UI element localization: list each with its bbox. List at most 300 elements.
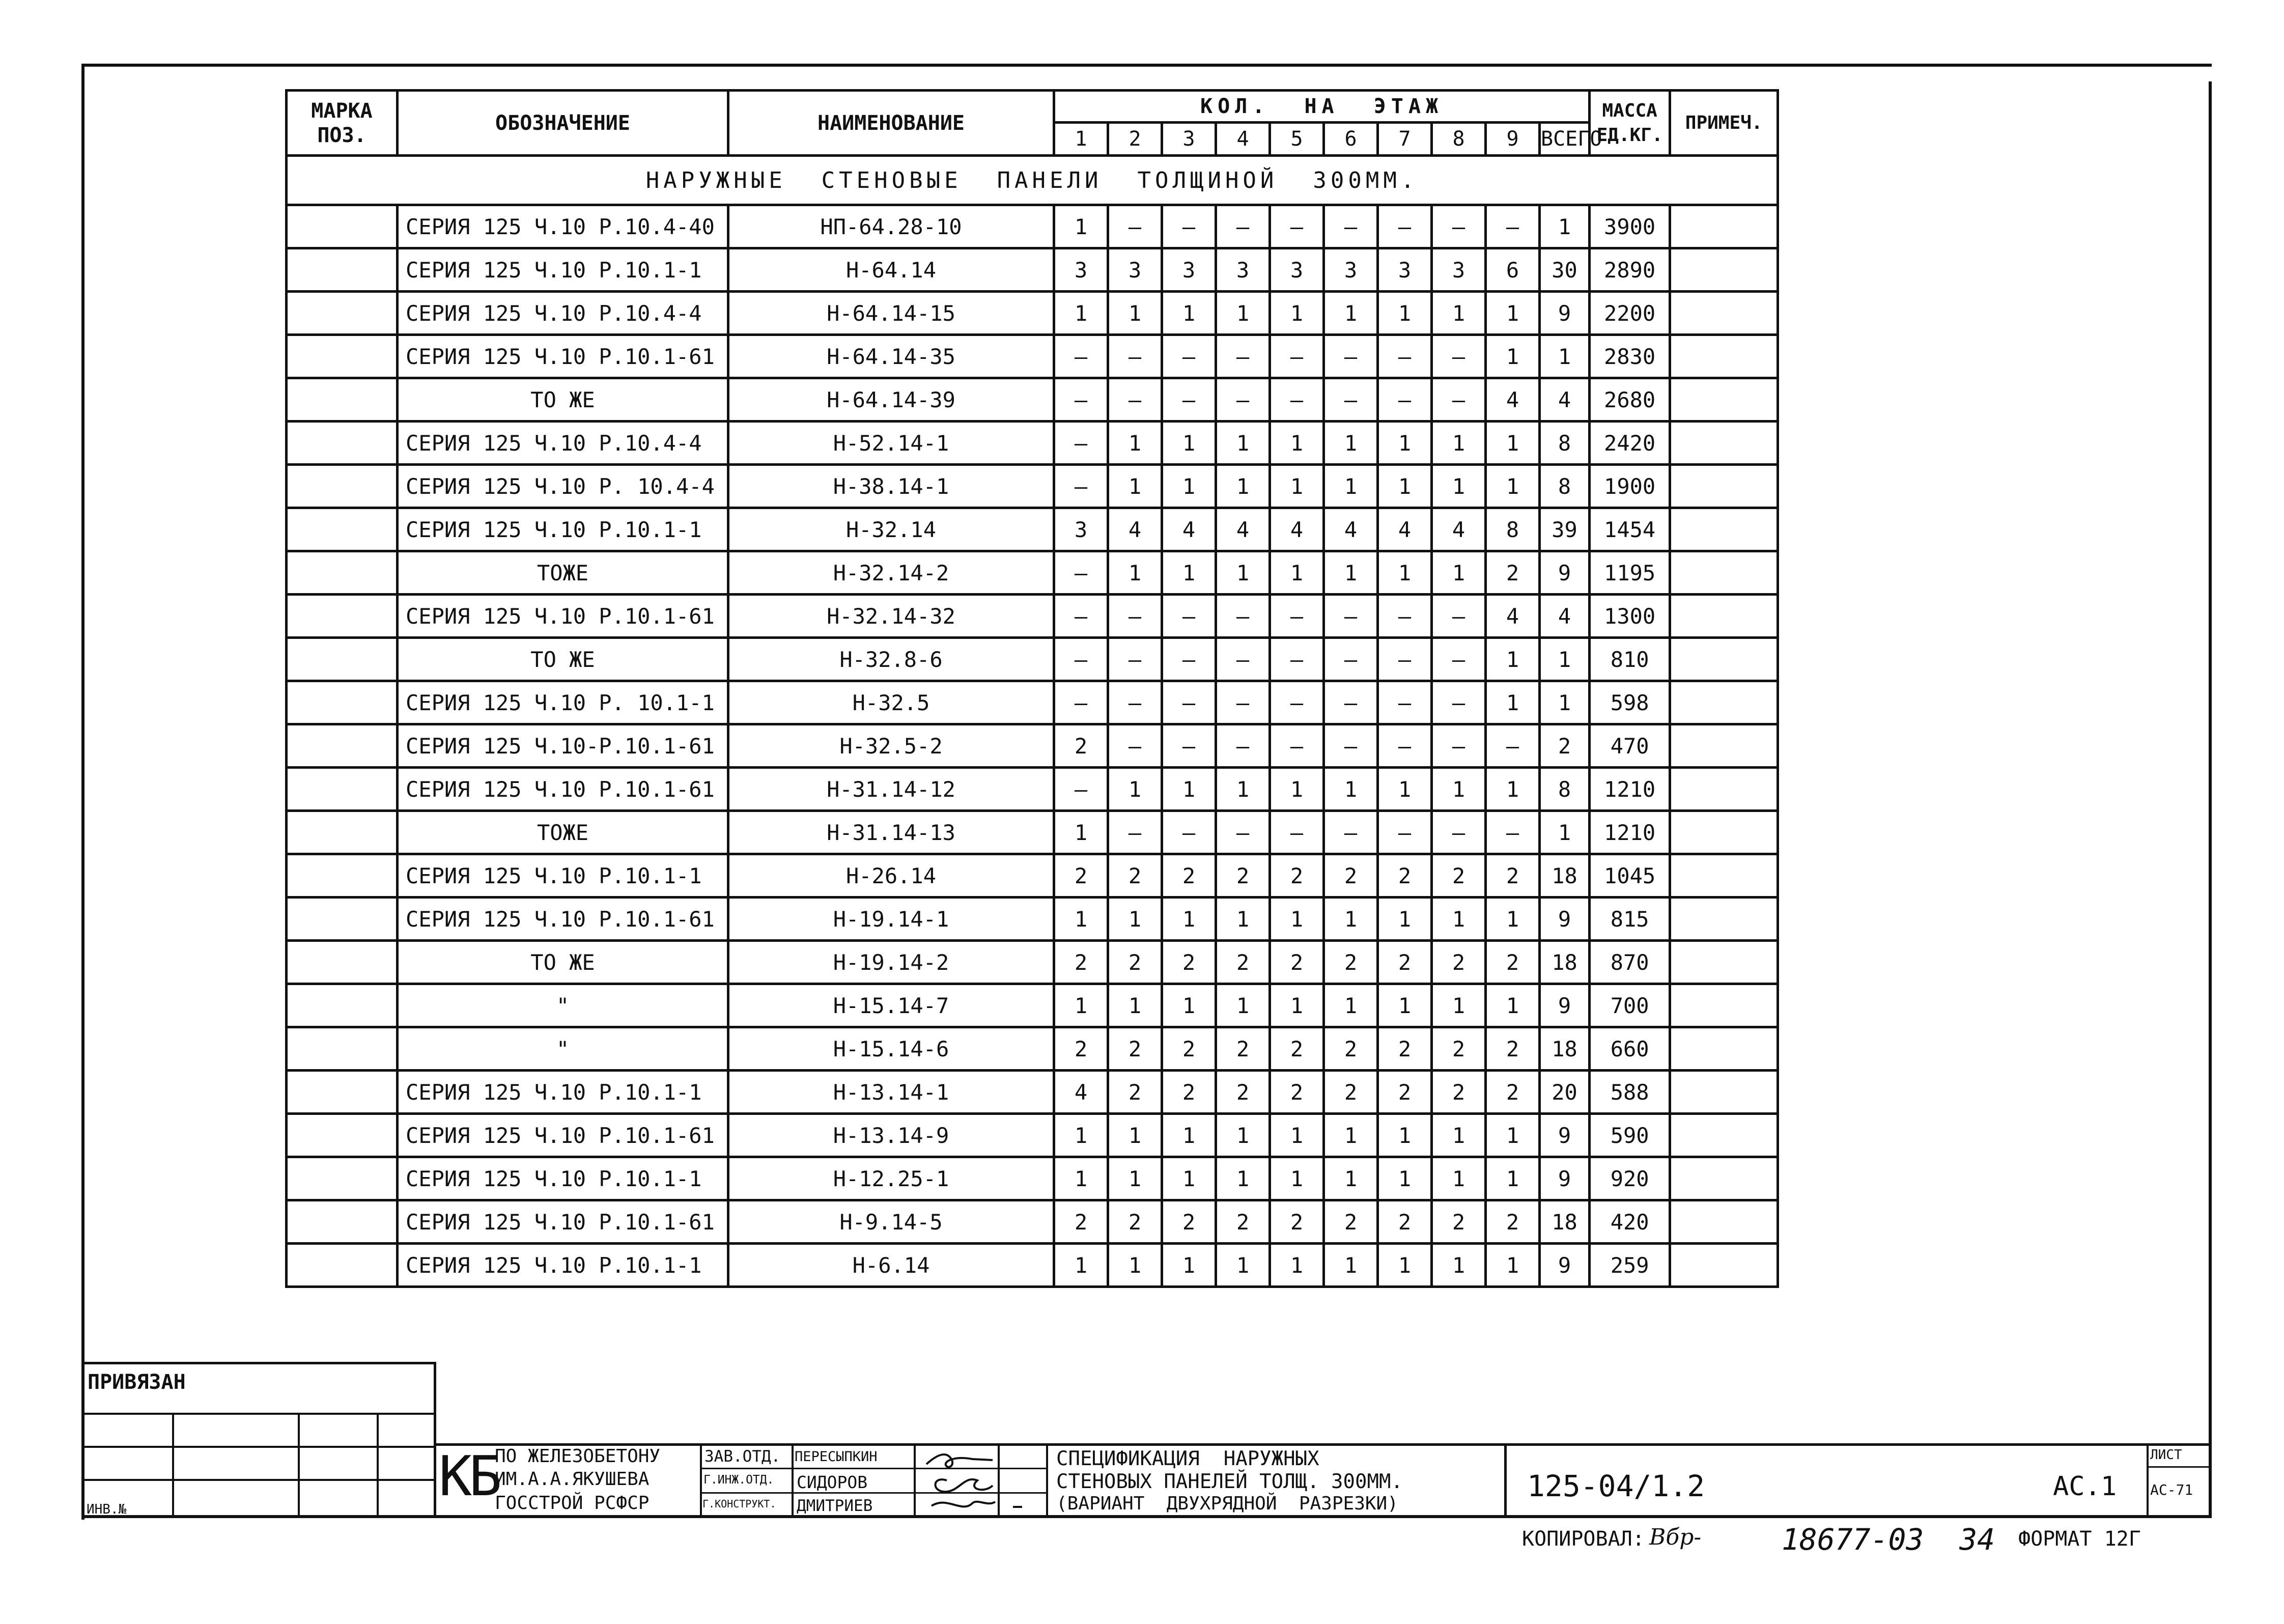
floor-qty-cell: 4	[1270, 508, 1324, 551]
floor-qty-cell: 2	[1108, 941, 1162, 984]
floor-qty-cell: 4	[1054, 1071, 1108, 1114]
mass-cell: 2200	[1590, 292, 1670, 335]
floor-qty-cell: —	[1378, 681, 1432, 724]
floor-qty-cell: —	[1108, 724, 1162, 768]
note-cell	[1670, 941, 1778, 984]
designation-cell: СЕРИЯ 125 Ч.10 Р.10.1-1	[398, 1244, 728, 1287]
floor-qty-cell: 2	[1486, 941, 1540, 984]
table-row	[287, 681, 1778, 724]
floor-qty-cell: 1	[1216, 422, 1270, 465]
floor-qty-cell: 4	[1378, 508, 1432, 551]
floor-qty-cell: 2	[1162, 1071, 1216, 1114]
floor-qty-cell: 2	[1108, 1027, 1162, 1071]
designation-cell: "	[398, 1027, 728, 1071]
header-floor: 2	[1108, 123, 1162, 156]
floor-qty-cell: 2	[1324, 1027, 1378, 1071]
floor-qty-cell: 2	[1216, 854, 1270, 898]
floor-qty-cell: 2	[1324, 941, 1378, 984]
name-cell: НП-64.28-10	[728, 205, 1054, 248]
total-cell: 9	[1540, 898, 1590, 941]
designation-cell: СЕРИЯ 125 Ч.10 Р.10.1-1	[398, 248, 728, 292]
floor-qty-cell: 2	[1108, 854, 1162, 898]
mass-cell: 598	[1590, 681, 1670, 724]
floor-qty-cell: 4	[1486, 378, 1540, 422]
mass-cell: 1195	[1590, 551, 1670, 595]
table-row	[287, 638, 1778, 681]
note-cell	[1670, 378, 1778, 422]
floor-qty-cell: 1	[1378, 768, 1432, 811]
role-head-of-dept: ЗАВ.ОТД.	[704, 1447, 781, 1466]
mark-cell	[287, 508, 398, 551]
name-cell: Н-32.14	[728, 508, 1054, 551]
floor-qty-cell: —	[1270, 638, 1324, 681]
total-cell: 1	[1540, 205, 1590, 248]
floor-qty-cell: 3	[1324, 248, 1378, 292]
floor-qty-cell: 1	[1216, 1114, 1270, 1157]
floor-qty-cell: —	[1162, 811, 1216, 854]
note-cell	[1670, 681, 1778, 724]
mark-cell	[287, 1244, 398, 1287]
sheet-label: ЛИСТ	[2150, 1447, 2182, 1463]
floor-qty-cell: 2	[1378, 1200, 1432, 1244]
designation-cell: СЕРИЯ 125 Ч.10 Р. 10.1-1	[398, 681, 728, 724]
total-cell: 9	[1540, 984, 1590, 1027]
note-cell	[1670, 508, 1778, 551]
mark-cell	[287, 378, 398, 422]
mass-cell: 1900	[1590, 465, 1670, 508]
name-cell: Н-32.14-32	[728, 595, 1054, 638]
floor-qty-cell: —	[1324, 378, 1378, 422]
floor-qty-cell: 2	[1216, 941, 1270, 984]
floor-qty-cell: 1	[1432, 551, 1486, 595]
floor-qty-cell: —	[1270, 811, 1324, 854]
table-row	[287, 508, 1778, 551]
mark-cell	[287, 898, 398, 941]
table-row	[287, 1071, 1778, 1114]
floor-qty-cell: 1	[1162, 292, 1216, 335]
floor-qty-cell: 1	[1108, 465, 1162, 508]
floor-qty-cell: —	[1216, 378, 1270, 422]
mark-cell	[287, 941, 398, 984]
floor-qty-cell: 1	[1324, 465, 1378, 508]
floor-qty-cell: 1	[1378, 465, 1432, 508]
mass-cell: 870	[1590, 941, 1670, 984]
note-cell	[1670, 248, 1778, 292]
floor-qty-cell: 1	[1378, 1114, 1432, 1157]
floor-qty-cell: —	[1108, 378, 1162, 422]
floor-qty-cell: —	[1324, 335, 1378, 378]
mark-cell	[287, 768, 398, 811]
mark-cell	[287, 854, 398, 898]
floor-qty-cell: —	[1432, 335, 1486, 378]
designation-cell: СЕРИЯ 125 Ч.10 Р.10.1-61	[398, 898, 728, 941]
floor-qty-cell: 2	[1270, 1071, 1324, 1114]
floor-qty-cell: 2	[1270, 1200, 1324, 1244]
floor-qty-cell: —	[1324, 205, 1378, 248]
mass-cell: 1454	[1590, 508, 1670, 551]
floor-qty-cell: 1	[1432, 768, 1486, 811]
mark-cell	[287, 984, 398, 1027]
role-chief-designer: Г.КОНСТРУКТ.	[702, 1498, 776, 1510]
floor-qty-cell: 2	[1486, 1071, 1540, 1114]
floor-qty-cell: 1	[1324, 1114, 1378, 1157]
mass-cell: 2680	[1590, 378, 1670, 422]
designation-cell: СЕРИЯ 125 Ч.10 Р. 10.4-4	[398, 465, 728, 508]
designation-cell: ТО ЖЕ	[398, 378, 728, 422]
designation-cell: СЕРИЯ 125 Ч.10 Р.10.1-61	[398, 1200, 728, 1244]
header-mass: МАССА ЕД.КГ.	[1590, 91, 1670, 156]
total-cell: 8	[1540, 422, 1590, 465]
floor-qty-cell: —	[1054, 378, 1108, 422]
floor-qty-cell: 2	[1216, 1200, 1270, 1244]
mark-cell	[287, 681, 398, 724]
floor-qty-cell: —	[1054, 595, 1108, 638]
floor-qty-cell: 1	[1162, 1157, 1216, 1200]
floor-qty-cell: 1	[1108, 768, 1162, 811]
floor-qty-cell: 1	[1216, 898, 1270, 941]
floor-qty-cell: 1	[1378, 292, 1432, 335]
archive-number: 18677-03 34	[1782, 1522, 1995, 1557]
floor-qty-cell: 1	[1108, 984, 1162, 1027]
floor-qty-cell: 1	[1324, 768, 1378, 811]
header-row	[287, 91, 1778, 123]
table-row	[287, 1114, 1778, 1157]
designation-cell: ТО ЖЕ	[398, 941, 728, 984]
floor-qty-cell: 1	[1270, 1244, 1324, 1287]
floor-qty-cell: 3	[1054, 248, 1108, 292]
header-mark: МАРКА ПОЗ.	[287, 91, 398, 156]
floor-qty-cell: 1	[1324, 551, 1378, 595]
floor-qty-cell: 1	[1270, 422, 1324, 465]
floor-qty-cell: 1	[1432, 465, 1486, 508]
designation-cell: СЕРИЯ 125 Ч.10 Р.10.1-1	[398, 854, 728, 898]
floor-qty-cell: 1	[1108, 1114, 1162, 1157]
floor-qty-cell: 1	[1054, 205, 1108, 248]
mass-cell: 1300	[1590, 595, 1670, 638]
floor-qty-cell: —	[1432, 205, 1486, 248]
floor-qty-cell: 4	[1108, 508, 1162, 551]
name-cell: Н-64.14-15	[728, 292, 1054, 335]
floor-qty-cell: —	[1108, 205, 1162, 248]
floor-qty-cell: 2	[1108, 1071, 1162, 1114]
designation-cell: СЕРИЯ 125 Ч.10 Р.10.1-61	[398, 1114, 728, 1157]
floor-qty-cell: 2	[1378, 1027, 1432, 1071]
designation-cell: СЕРИЯ 125 Ч.10 Р.10.4-4	[398, 292, 728, 335]
section-title: НАРУЖНЫЕ СТЕНОВЫЕ ПАНЕЛИ ТОЛЩИНОЙ 300ММ.	[287, 156, 1778, 205]
floor-qty-cell: 1	[1486, 898, 1540, 941]
table-row	[287, 898, 1778, 941]
specification-table	[285, 89, 1779, 1288]
total-cell: 4	[1540, 378, 1590, 422]
floor-qty-cell: —	[1054, 551, 1108, 595]
header-floor: 8	[1432, 123, 1486, 156]
floor-qty-cell: —	[1432, 724, 1486, 768]
floor-qty-cell: 4	[1432, 508, 1486, 551]
floor-qty-cell: 1	[1324, 422, 1378, 465]
header-floor: 5	[1270, 123, 1324, 156]
floor-qty-cell: —	[1108, 638, 1162, 681]
floor-qty-cell: 2	[1216, 1027, 1270, 1071]
mark-cell	[287, 205, 398, 248]
name-cell: Н-26.14	[728, 854, 1054, 898]
floor-qty-cell: —	[1054, 422, 1108, 465]
floor-qty-cell: 2	[1054, 854, 1108, 898]
floor-qty-cell: 1	[1162, 768, 1216, 811]
copied-by-signature: Вбр-	[1649, 1524, 1702, 1550]
signatures-image	[916, 1445, 1000, 1516]
designation-cell: СЕРИЯ 125 Ч.10 Р.10.1-61	[398, 335, 728, 378]
floor-qty-cell: 1	[1270, 1157, 1324, 1200]
floor-qty-cell: 4	[1324, 508, 1378, 551]
mark-cell	[287, 638, 398, 681]
sheet-title-line-2: СТЕНОВЫХ ПАНЕЛЕЙ ТОЛЩ. 300ММ.	[1056, 1470, 1403, 1493]
floor-qty-cell: —	[1054, 638, 1108, 681]
mass-cell: 1210	[1590, 811, 1670, 854]
mark-cell	[287, 551, 398, 595]
floor-qty-cell: 1	[1486, 638, 1540, 681]
mass-cell: 3900	[1590, 205, 1670, 248]
name-cell: Н-64.14	[728, 248, 1054, 292]
floor-qty-cell: 1	[1270, 465, 1324, 508]
floor-qty-cell: 2	[1108, 1200, 1162, 1244]
floor-qty-cell: 1	[1486, 681, 1540, 724]
floor-qty-cell: —	[1162, 638, 1216, 681]
floor-qty-cell: —	[1270, 378, 1324, 422]
floor-qty-cell: 1	[1378, 898, 1432, 941]
name-cell: Н-32.8-6	[728, 638, 1054, 681]
org-line-1: ПО ЖЕЛЕЗОБЕТОНУ	[495, 1446, 661, 1467]
floor-qty-cell: 1	[1270, 292, 1324, 335]
floor-qty-cell: 6	[1486, 248, 1540, 292]
floor-qty-cell: —	[1216, 205, 1270, 248]
name-cell: Н-6.14	[728, 1244, 1054, 1287]
floor-qty-cell: 2	[1378, 854, 1432, 898]
floor-qty-cell: —	[1108, 595, 1162, 638]
designation-cell: СЕРИЯ 125 Ч.10 Р.10.4-40	[398, 205, 728, 248]
floor-qty-cell: 1	[1162, 465, 1216, 508]
note-cell	[1670, 595, 1778, 638]
floor-qty-cell: 1	[1216, 465, 1270, 508]
name-cell: Н-31.14-13	[728, 811, 1054, 854]
privyazan-label: ПРИВЯЗАН	[88, 1370, 186, 1394]
floor-qty-cell: —	[1162, 335, 1216, 378]
name-chief-engineer: СИДОРОВ	[797, 1472, 868, 1492]
table-row	[287, 378, 1778, 422]
floor-qty-cell: 1	[1054, 1114, 1108, 1157]
floor-qty-cell: —	[1270, 205, 1324, 248]
designation-cell: "	[398, 984, 728, 1027]
floor-qty-cell: —	[1378, 595, 1432, 638]
total-cell: 1	[1540, 335, 1590, 378]
floor-qty-cell: —	[1432, 595, 1486, 638]
table-row	[287, 768, 1778, 811]
note-cell	[1670, 984, 1778, 1027]
name-cell: Н-32.5	[728, 681, 1054, 724]
floor-qty-cell: 1	[1270, 1114, 1324, 1157]
name-chief-designer: ДМИТРИЕВ	[797, 1497, 873, 1515]
floor-qty-cell: 1	[1216, 1244, 1270, 1287]
floor-qty-cell: —	[1486, 724, 1540, 768]
mass-cell: 590	[1590, 1114, 1670, 1157]
total-cell: 18	[1540, 941, 1590, 984]
floor-qty-cell: 2	[1486, 854, 1540, 898]
floor-qty-cell: 2	[1054, 941, 1108, 984]
total-cell: 9	[1540, 1244, 1590, 1287]
floor-qty-cell: 2	[1378, 941, 1432, 984]
floor-qty-cell: 1	[1486, 465, 1540, 508]
floor-qty-cell: 1	[1486, 1157, 1540, 1200]
name-cell: Н-31.14-12	[728, 768, 1054, 811]
total-cell: 2	[1540, 724, 1590, 768]
floor-qty-cell: 1	[1270, 551, 1324, 595]
total-cell: 9	[1540, 1114, 1590, 1157]
floor-qty-cell: 3	[1378, 248, 1432, 292]
designation-cell: ТОЖЕ	[398, 551, 728, 595]
name-cell: Н-52.14-1	[728, 422, 1054, 465]
floor-qty-cell: 1	[1378, 551, 1432, 595]
role-chief-engineer: Г.ИНЖ.ОТД.	[703, 1473, 774, 1487]
name-cell: Н-12.25-1	[728, 1157, 1054, 1200]
floor-qty-cell: 1	[1432, 1114, 1486, 1157]
floor-qty-cell: —	[1378, 205, 1432, 248]
floor-qty-cell: 1	[1324, 1157, 1378, 1200]
header-qty-per-floor: КОЛ. НА ЭТАЖ	[1054, 91, 1590, 123]
floor-qty-cell: 1	[1432, 422, 1486, 465]
sheet-number: АС-71	[2150, 1481, 2193, 1498]
total-cell: 9	[1540, 1157, 1590, 1200]
floor-qty-cell: —	[1270, 595, 1324, 638]
note-cell	[1670, 768, 1778, 811]
header-floor: 4	[1216, 123, 1270, 156]
floor-qty-cell: 1	[1054, 984, 1108, 1027]
mark-cell	[287, 811, 398, 854]
floor-qty-cell: 1	[1432, 984, 1486, 1027]
floor-qty-cell: 2	[1054, 724, 1108, 768]
total-cell: 18	[1540, 1200, 1590, 1244]
note-cell	[1670, 335, 1778, 378]
header-name: НАИМЕНОВАНИЕ	[728, 91, 1054, 156]
floor-qty-cell: 1	[1324, 292, 1378, 335]
floor-qty-cell: 1	[1432, 1244, 1486, 1287]
floor-qty-cell: 1	[1324, 1244, 1378, 1287]
floor-qty-cell: 1	[1486, 1244, 1540, 1287]
total-cell: 9	[1540, 292, 1590, 335]
name-cell: Н-13.14-1	[728, 1071, 1054, 1114]
name-cell: Н-19.14-1	[728, 898, 1054, 941]
mass-cell: 815	[1590, 898, 1670, 941]
floor-qty-cell: 1	[1054, 1157, 1108, 1200]
mark-cell	[287, 595, 398, 638]
mass-cell: 588	[1590, 1071, 1670, 1114]
floor-qty-cell: 1	[1324, 898, 1378, 941]
designation-cell: СЕРИЯ 125 Ч.10 Р.10.4-4	[398, 422, 728, 465]
total-cell: 8	[1540, 465, 1590, 508]
floor-qty-cell: 1	[1216, 292, 1270, 335]
floor-qty-cell: —	[1216, 595, 1270, 638]
floor-qty-cell: —	[1324, 638, 1378, 681]
mark-cell	[287, 1027, 398, 1071]
floor-qty-cell: 2	[1054, 1027, 1108, 1071]
table-row	[287, 595, 1778, 638]
floor-qty-cell: —	[1324, 724, 1378, 768]
header-floor: 6	[1324, 123, 1378, 156]
floor-qty-cell: 1	[1162, 1114, 1216, 1157]
floor-qty-cell: —	[1162, 595, 1216, 638]
mass-cell: 2830	[1590, 335, 1670, 378]
floor-qty-cell: —	[1162, 724, 1216, 768]
mass-cell: 920	[1590, 1157, 1670, 1200]
floor-qty-cell: 1	[1162, 984, 1216, 1027]
floor-qty-cell: 2	[1486, 1200, 1540, 1244]
copied-by-label: КОПИРОВАЛ:	[1522, 1527, 1645, 1551]
floor-qty-cell: 2	[1378, 1071, 1432, 1114]
total-cell: 30	[1540, 248, 1590, 292]
header-floor: 1	[1054, 123, 1108, 156]
floor-qty-cell: 2	[1270, 1027, 1324, 1071]
floor-qty-cell: —	[1432, 681, 1486, 724]
floor-qty-cell: 1	[1108, 1244, 1162, 1287]
total-cell: 1	[1540, 811, 1590, 854]
floor-qty-cell: 1	[1486, 422, 1540, 465]
name-head-of-dept: ПЕРЕСЫПКИН	[795, 1449, 878, 1465]
floor-qty-cell: 3	[1432, 248, 1486, 292]
floor-qty-cell: —	[1324, 811, 1378, 854]
designation-cell: СЕРИЯ 125 Ч.10 Р.10.1-1	[398, 1071, 728, 1114]
inventory-number-label: ИНВ.№	[87, 1502, 127, 1517]
floor-qty-cell: 1	[1054, 898, 1108, 941]
mark-cell	[287, 1200, 398, 1244]
floor-qty-cell: 1	[1054, 1244, 1108, 1287]
name-cell: Н-32.5-2	[728, 724, 1054, 768]
note-cell	[1670, 1027, 1778, 1071]
mark-cell	[287, 248, 398, 292]
floor-qty-cell: —	[1270, 681, 1324, 724]
floor-qty-cell: 1	[1486, 335, 1540, 378]
name-cell: Н-13.14-9	[728, 1114, 1054, 1157]
mass-cell: 700	[1590, 984, 1670, 1027]
sheet-title-line-1: СПЕЦИФИКАЦИЯ НАРУЖНЫХ	[1056, 1447, 1319, 1470]
floor-qty-cell: 3	[1108, 248, 1162, 292]
floor-qty-cell: —	[1378, 378, 1432, 422]
total-cell: 18	[1540, 1027, 1590, 1071]
floor-qty-cell: 1	[1432, 898, 1486, 941]
designation-cell: ТОЖЕ	[398, 811, 728, 854]
mass-cell: 810	[1590, 638, 1670, 681]
floor-qty-cell: —	[1324, 681, 1378, 724]
total-cell: 4	[1540, 595, 1590, 638]
mark-cell	[287, 1114, 398, 1157]
header-floor: 7	[1378, 123, 1432, 156]
note-cell	[1670, 724, 1778, 768]
note-cell	[1670, 292, 1778, 335]
floor-qty-cell: 4	[1162, 508, 1216, 551]
mass-cell: 660	[1590, 1027, 1670, 1071]
floor-qty-cell: 1	[1486, 768, 1540, 811]
note-cell	[1670, 811, 1778, 854]
name-cell: Н-15.14-6	[728, 1027, 1054, 1071]
floor-qty-cell: —	[1432, 378, 1486, 422]
floor-qty-cell: 1	[1432, 292, 1486, 335]
floor-qty-cell: 1	[1108, 551, 1162, 595]
floor-qty-cell: —	[1054, 768, 1108, 811]
header-floor: 3	[1162, 123, 1216, 156]
floor-qty-cell: 1	[1108, 292, 1162, 335]
floor-qty-cell: 2	[1216, 1071, 1270, 1114]
table-row	[287, 335, 1778, 378]
total-cell: 18	[1540, 854, 1590, 898]
table-row	[287, 292, 1778, 335]
section-row	[287, 156, 1778, 205]
